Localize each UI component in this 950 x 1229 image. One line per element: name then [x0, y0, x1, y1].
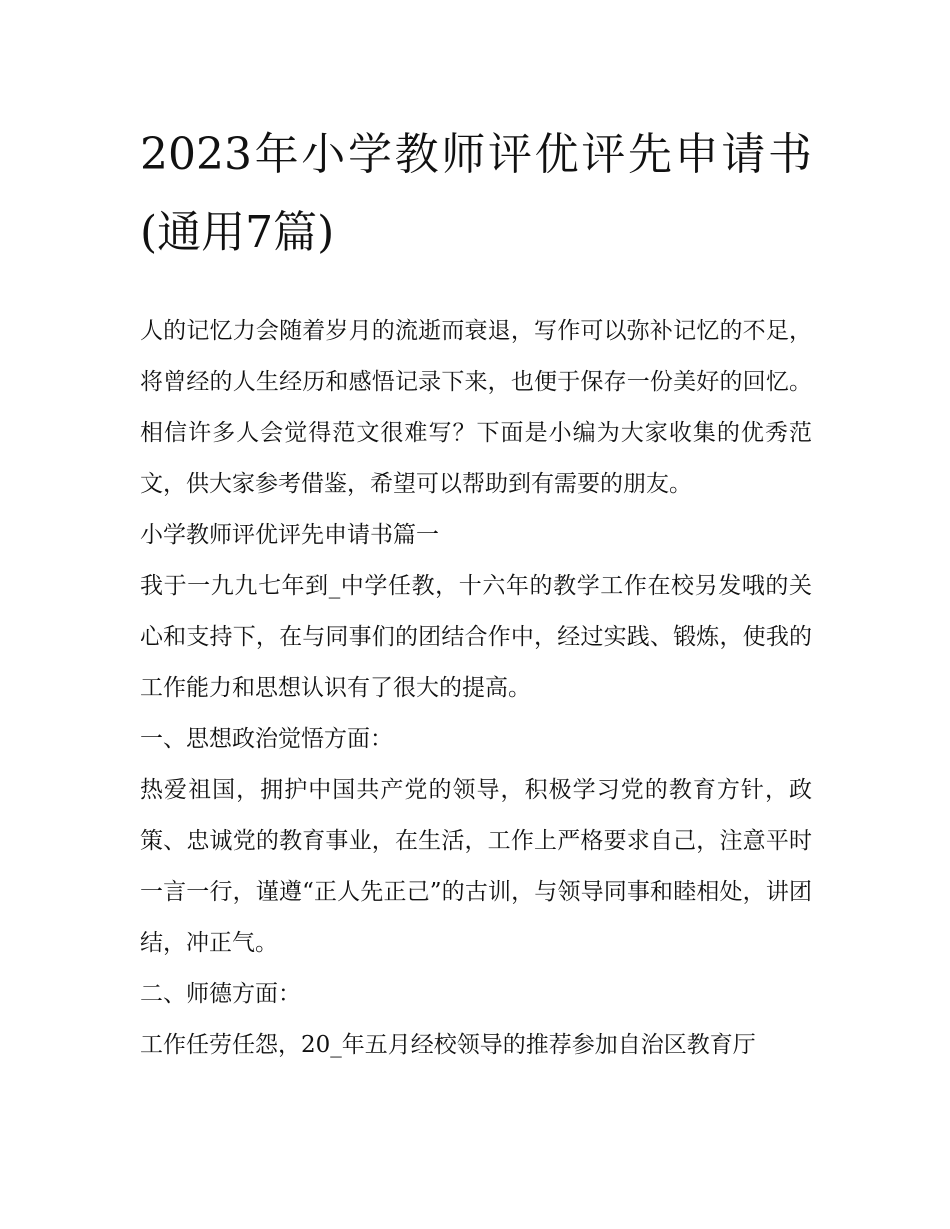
body-paragraph-1: 我于一九九七年到_中学任教，十六年的教学工作在校另发哦的关心和支持下，在与同事们的团结合作中，经过实践、锻炼，使我的工作能力和思想认识有了很大的提高。	[140, 573, 812, 701]
body-paragraph-3: 工作任劳任怨，20_年五月经校领导的推荐参加自治区教育厅	[140, 1032, 756, 1058]
subheading-2: 二、师德方面：	[140, 981, 301, 1007]
intro-paragraph: 人的记忆力会随着岁月的流逝而衰退，写作可以弥补记忆的不足，将曾经的人生经历和感悟记录下来，也便于保存一份美好的回忆。相信许多人会觉得范文很难写？下面是小编为大家收集的优秀范文，供大家参考借鉴，希望可以帮助到有需要的朋友。	[140, 318, 812, 497]
section-title: 小学教师评优评先申请书篇一	[140, 522, 439, 548]
document-title: 2023年小学教师评优评先申请书(通用7篇)	[140, 129, 812, 258]
body-paragraph-2: 热爱祖国，拥护中国共产党的领导，积极学习党的教育方针，政策、忠诚党的教育事业，在生活，工作上严格要求自己，注意平时一言一行，谨遵“正人先正己”的古训，与领导同事和睦相处，讲团结，冲正气。	[140, 777, 812, 956]
subheading-1: 一、思想政治觉悟方面：	[140, 726, 393, 752]
document-body	[140, 116, 812, 1071]
